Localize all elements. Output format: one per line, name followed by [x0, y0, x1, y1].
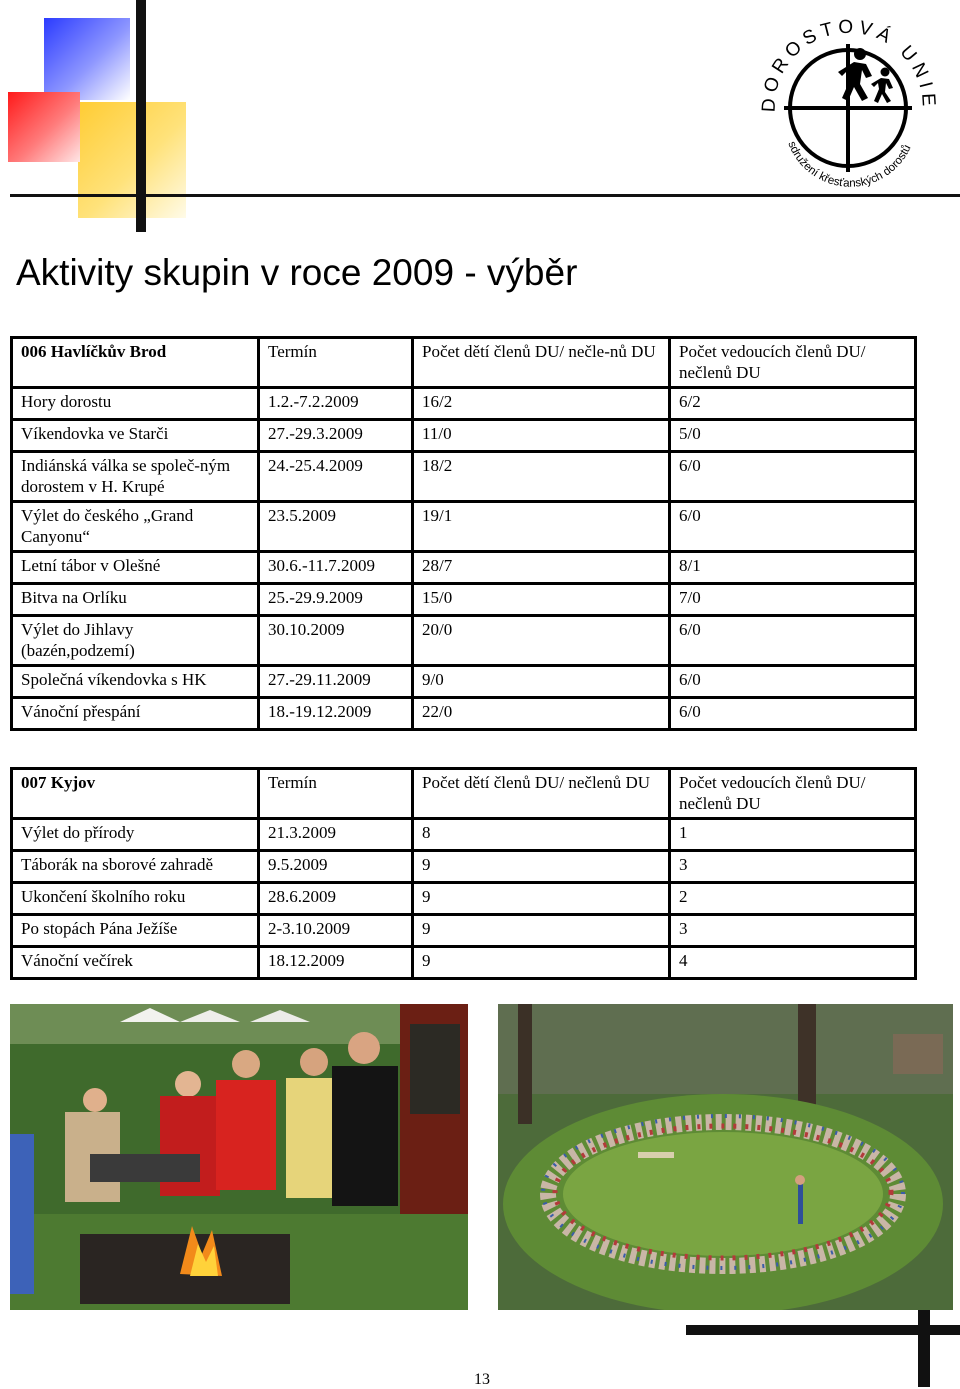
- table-cell: 1.2.-7.2.2009: [259, 388, 413, 420]
- table-cell: 9.5.2009: [259, 851, 413, 883]
- table-cell: 5/0: [670, 420, 916, 452]
- table-cell: 9: [413, 947, 670, 979]
- dorostova-unie-logo: [748, 8, 948, 198]
- table-cell: 1: [670, 819, 916, 851]
- table-cell: 24.-25.4.2009: [259, 452, 413, 502]
- photo-blacksmith-workshop: [10, 1004, 468, 1310]
- table-header-row: [12, 338, 916, 388]
- table-cell: 22/0: [413, 698, 670, 730]
- table-cell: 6/0: [670, 698, 916, 730]
- page-number: 13: [474, 1371, 490, 1388]
- table-row: [12, 616, 916, 666]
- table-cell: 21.3.2009: [259, 819, 413, 851]
- table-row: [12, 819, 916, 851]
- table-cell: 16/2: [413, 388, 670, 420]
- table-row: [12, 851, 916, 883]
- table-cell: Výlet do českého „Grand Canyonu“: [12, 502, 259, 552]
- table-cell: Bitva na Orlíku: [12, 584, 259, 616]
- table-row: [12, 552, 916, 584]
- table-header-cell: 006 Havlíčkův Brod: [12, 338, 259, 388]
- table-header-row: [12, 769, 916, 819]
- table-cell: Výlet do Jihlavy (bazén,podzemí): [12, 616, 259, 666]
- table-cell: 30.10.2009: [259, 616, 413, 666]
- table-header-cell: Počet dětí členů DU/ nečle-nů DU: [413, 338, 670, 388]
- photo-group-gathering: [498, 1004, 953, 1310]
- table-cell: 23.5.2009: [259, 502, 413, 552]
- decor-bar-vertical: [136, 0, 146, 232]
- table-cell: 9: [413, 851, 670, 883]
- table-cell: 9/0: [413, 666, 670, 698]
- table-cell: 28.6.2009: [259, 883, 413, 915]
- table-cell: 6/0: [670, 452, 916, 502]
- table-cell: 9: [413, 915, 670, 947]
- page-title: Aktivity skupin v roce 2009 - výběr: [16, 252, 578, 293]
- table-cell: 18/2: [413, 452, 670, 502]
- table-row: [12, 915, 916, 947]
- table-row: [12, 698, 916, 730]
- table-header-cell: Termín: [259, 769, 413, 819]
- table-header-cell: 007 Kyjov: [12, 769, 259, 819]
- table-header-cell: Termín: [259, 338, 413, 388]
- table-cell: 2-3.10.2009: [259, 915, 413, 947]
- table-row: [12, 502, 916, 552]
- table-cell: 11/0: [413, 420, 670, 452]
- table-cell: 30.6.-11.7.2009: [259, 552, 413, 584]
- table-cell: Indiánská válka se společ-ným dorostem v H. Krupé: [12, 452, 259, 502]
- table-cell: 4: [670, 947, 916, 979]
- table-cell: 8/1: [670, 552, 916, 584]
- table-cell: 18.12.2009: [259, 947, 413, 979]
- table-header-cell: Počet vedoucích členů DU/ nečlenů DU: [670, 769, 916, 819]
- table-header-cell: Počet vedoucích členů DU/ nečlenů DU: [670, 338, 916, 388]
- table-row: [12, 666, 916, 698]
- table-cell: 27.-29.3.2009: [259, 420, 413, 452]
- table-cell: 6/0: [670, 616, 916, 666]
- activities-table-kyjov: [10, 767, 917, 980]
- decor-square-yellow: [78, 102, 186, 218]
- table-row: [12, 388, 916, 420]
- table-cell: Hory dorostu: [12, 388, 259, 420]
- table-row: [12, 883, 916, 915]
- decor-square-blue: [44, 18, 130, 100]
- table-row: [12, 452, 916, 502]
- table-cell: Vánoční přespání: [12, 698, 259, 730]
- logo-sub-text: sdružení křesťanských dorostů: [785, 139, 914, 190]
- table-cell: 18.-19.12.2009: [259, 698, 413, 730]
- table-cell: Společná víkendovka s HK: [12, 666, 259, 698]
- table-cell: 25.-29.9.2009: [259, 584, 413, 616]
- table-row: [12, 420, 916, 452]
- table-cell: 28/7: [413, 552, 670, 584]
- table-cell: Výlet do přírody: [12, 819, 259, 851]
- logo-ring-text: DOROSTOVÁ UNIE: [758, 16, 940, 113]
- table-header-cell: Počet dětí členů DU/ nečlenů DU: [413, 769, 670, 819]
- table-cell: 8: [413, 819, 670, 851]
- activities-table-havlickuv-brod: [10, 336, 917, 731]
- table-cell: 2: [670, 883, 916, 915]
- table-cell: 6/0: [670, 666, 916, 698]
- table-cell: 20/0: [413, 616, 670, 666]
- decor-footer-bar-vertical: [918, 1310, 930, 1387]
- table-cell: Po stopách Pána Ježíše: [12, 915, 259, 947]
- table-cell: 19/1: [413, 502, 670, 552]
- table-row: [12, 584, 916, 616]
- table-cell: Vánoční večírek: [12, 947, 259, 979]
- table-cell: 27.-29.11.2009: [259, 666, 413, 698]
- decor-square-red: [8, 92, 80, 162]
- table-cell: 3: [670, 851, 916, 883]
- table-cell: Letní tábor v Olešné: [12, 552, 259, 584]
- table-cell: 9: [413, 883, 670, 915]
- table-cell: 6/2: [670, 388, 916, 420]
- table-cell: Táborák na sborové zahradě: [12, 851, 259, 883]
- table-cell: 15/0: [413, 584, 670, 616]
- table-cell: Ukončení školního roku: [12, 883, 259, 915]
- table-cell: 6/0: [670, 502, 916, 552]
- table-cell: Víkendovka ve Starči: [12, 420, 259, 452]
- table-row: [12, 947, 916, 979]
- table-cell: 3: [670, 915, 916, 947]
- table-cell: 7/0: [670, 584, 916, 616]
